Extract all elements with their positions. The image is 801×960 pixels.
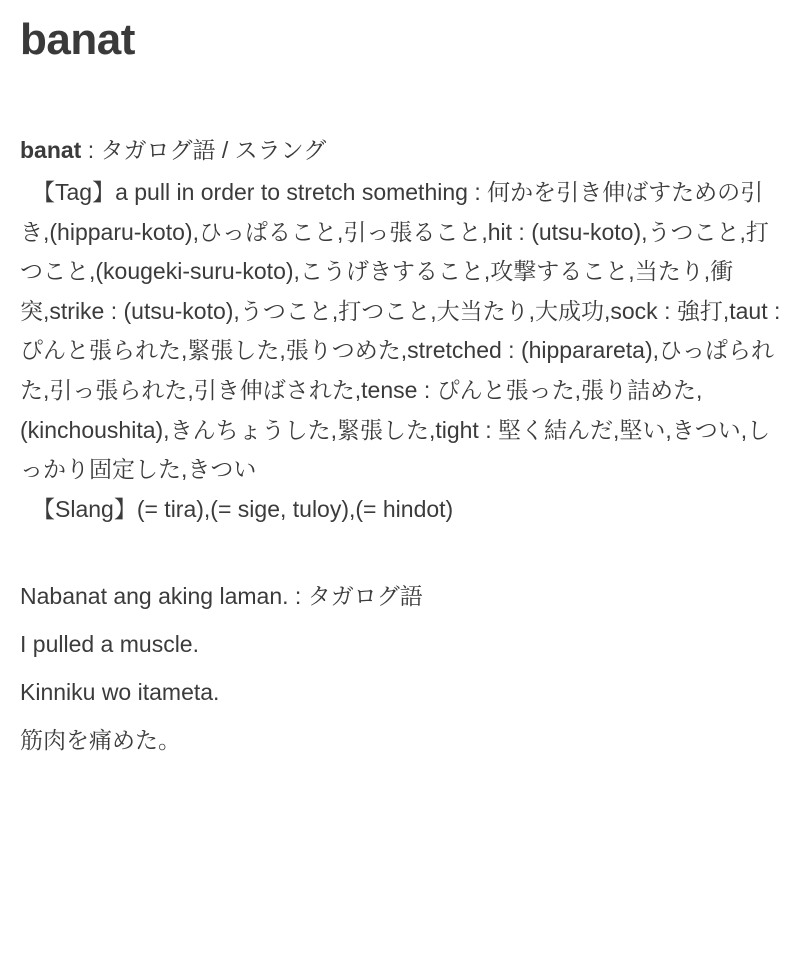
- entry-language-tags: タガログ語 / スラング: [100, 136, 327, 163]
- example-line: Nabanat ang aking laman. : タガログ語: [20, 583, 423, 610]
- entry-block: [20, 133, 781, 529]
- entry-term: banat: [20, 136, 82, 163]
- example-line: I pulled a muscle.: [20, 631, 199, 658]
- page-title: banat: [20, 15, 135, 64]
- example-line: Kinniku wo itameta.: [20, 678, 220, 705]
- tag-sense-text: 【Tag】a pull in order to stretch something : 何かを引き伸ばすための引き,(hipparu-koto),ひっぱること,引っ張ること,hit : (utsu-koto),うつこと,打つこと,(kougeki-suru-koto),こうげきすること,攻撃すること,当たり,衝突,strike : (utsu-koto),うつこと,打つこと,大当たり,大成功,sock : 強打,taut : ぴんと張られた,緊張した,張りつめた,stretched : (hipparareta),ひっぱられた,引っ張られた,引き伸ばされた,tense : ぴんと張った,張り詰めた,(kinchoushita),きんちょうした,緊張した,tight : 堅く結んだ,堅い,きつい,しっかり固定した,きつい: [20, 179, 781, 483]
- entry-header: [20, 133, 781, 168]
- example-line: 筋肉を痛めた。: [20, 726, 181, 753]
- example-block: [20, 573, 781, 764]
- slang-sense-text: 【Slang】(= tira),(= sige, tuloy),(= hindot): [32, 495, 454, 522]
- entry-separator: :: [81, 136, 101, 163]
